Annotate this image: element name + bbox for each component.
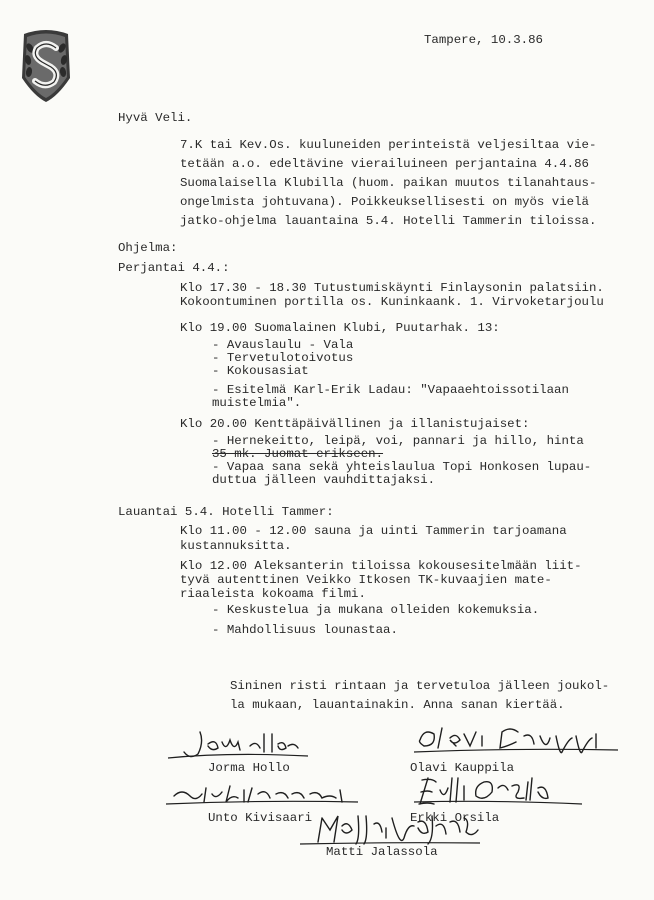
program-heading: Ohjelma: (118, 241, 178, 255)
list-item: 35 mk. Juomat erikseen. (212, 447, 384, 461)
list-item: - Avauslaulu - Vala (212, 338, 354, 352)
intro-line: tetään a.o. edeltävine vierailuineen perjantaina 4.4.86 (180, 157, 589, 171)
intro-line: Suomalaisella Klubilla (huom. paikan muutos tilanahtaus- (180, 176, 597, 190)
place-date: Tampere, 10.3.86 (424, 33, 543, 47)
saturday-sauna-line: kustannuksitta. (180, 539, 292, 553)
list-item: - Esitelmä Karl-Erik Ladau: "Vapaaehtoissotilaan (212, 383, 569, 397)
saturday-film-line: Klo 12.00 Aleksanterin tiloissa kokousesitelmään liit- (180, 559, 582, 573)
list-item: - Vapaa sana sekä yhteislaulua Topi Honkosen lupau- (212, 460, 592, 474)
saturday-sauna-line: Klo 11.00 - 12.00 sauna ja uinti Tammerin tarjoamana (180, 524, 567, 538)
list-item: duttua jälleen vauhdittajaksi. (212, 473, 436, 487)
friday-dinner-heading: Klo 20.00 Kenttäpäivällinen ja illanistujaiset: (180, 417, 530, 431)
saturday-film-line: tyvä autenttinen Veikko Itkosen TK-kuvaajien mate- (180, 573, 552, 587)
list-item: - Hernekeitto, leipä, voi, pannari ja hillo, hinta (212, 434, 584, 448)
list-item: - Tervetulotoivotus (212, 351, 354, 365)
saturday-heading: Lauantai 5.4. Hotelli Tammer: (118, 505, 334, 519)
signature-olavi-kauppila (410, 722, 620, 766)
closing-line: la mukaan, lauantainakin. Anna sanan kiertää. (230, 698, 565, 712)
intro-line: jatko-ohjelma lauantaina 5.4. Hotelli Tammerin tiloissa. (180, 214, 597, 228)
list-item: - Mahdollisuus lounastaa. (212, 623, 398, 637)
closing-line: Sininen risti rintaan ja tervetuloa jälleen joukol- (230, 679, 610, 693)
list-item: muistelmia". (212, 396, 302, 410)
signatory-name: Olavi Kauppila (410, 761, 515, 775)
association-emblem-icon (18, 26, 74, 104)
signatory-name: Matti Jalassola (326, 845, 438, 859)
list-item: - Kokousasiat (212, 364, 309, 378)
intro-line: 7.K tai Kev.Os. kuuluneiden perinteistä veljesiltaa vie- (180, 138, 597, 152)
intro-line: ongelmista johtuvana). Poikkeuksellisesti on myös vielä (180, 195, 589, 209)
list-item: - Keskustelua ja mukana olleiden kokemuksia. (212, 603, 540, 617)
signatory-name: Erkki Orsila (410, 811, 500, 825)
signatory-name: Jorma Hollo (208, 761, 290, 775)
saturday-film-line: riaaleista kokoama filmi. (180, 587, 366, 601)
friday-heading: Perjantai 4.4.: (118, 261, 230, 275)
friday-club-heading: Klo 19.00 Suomalainen Klubi, Puutarhak. 13: (180, 321, 500, 335)
friday-visit-line: Kokoontuminen portilla os. Kuninkaank. 1. Virvoketarjoulu (180, 295, 604, 309)
salutation: Hyvä Veli. (118, 111, 193, 125)
signatory-name: Unto Kivisaari (208, 811, 313, 825)
friday-visit-line: Klo 17.30 - 18.30 Tutustumiskäynti Finlaysonin palatsiin. (180, 281, 604, 295)
